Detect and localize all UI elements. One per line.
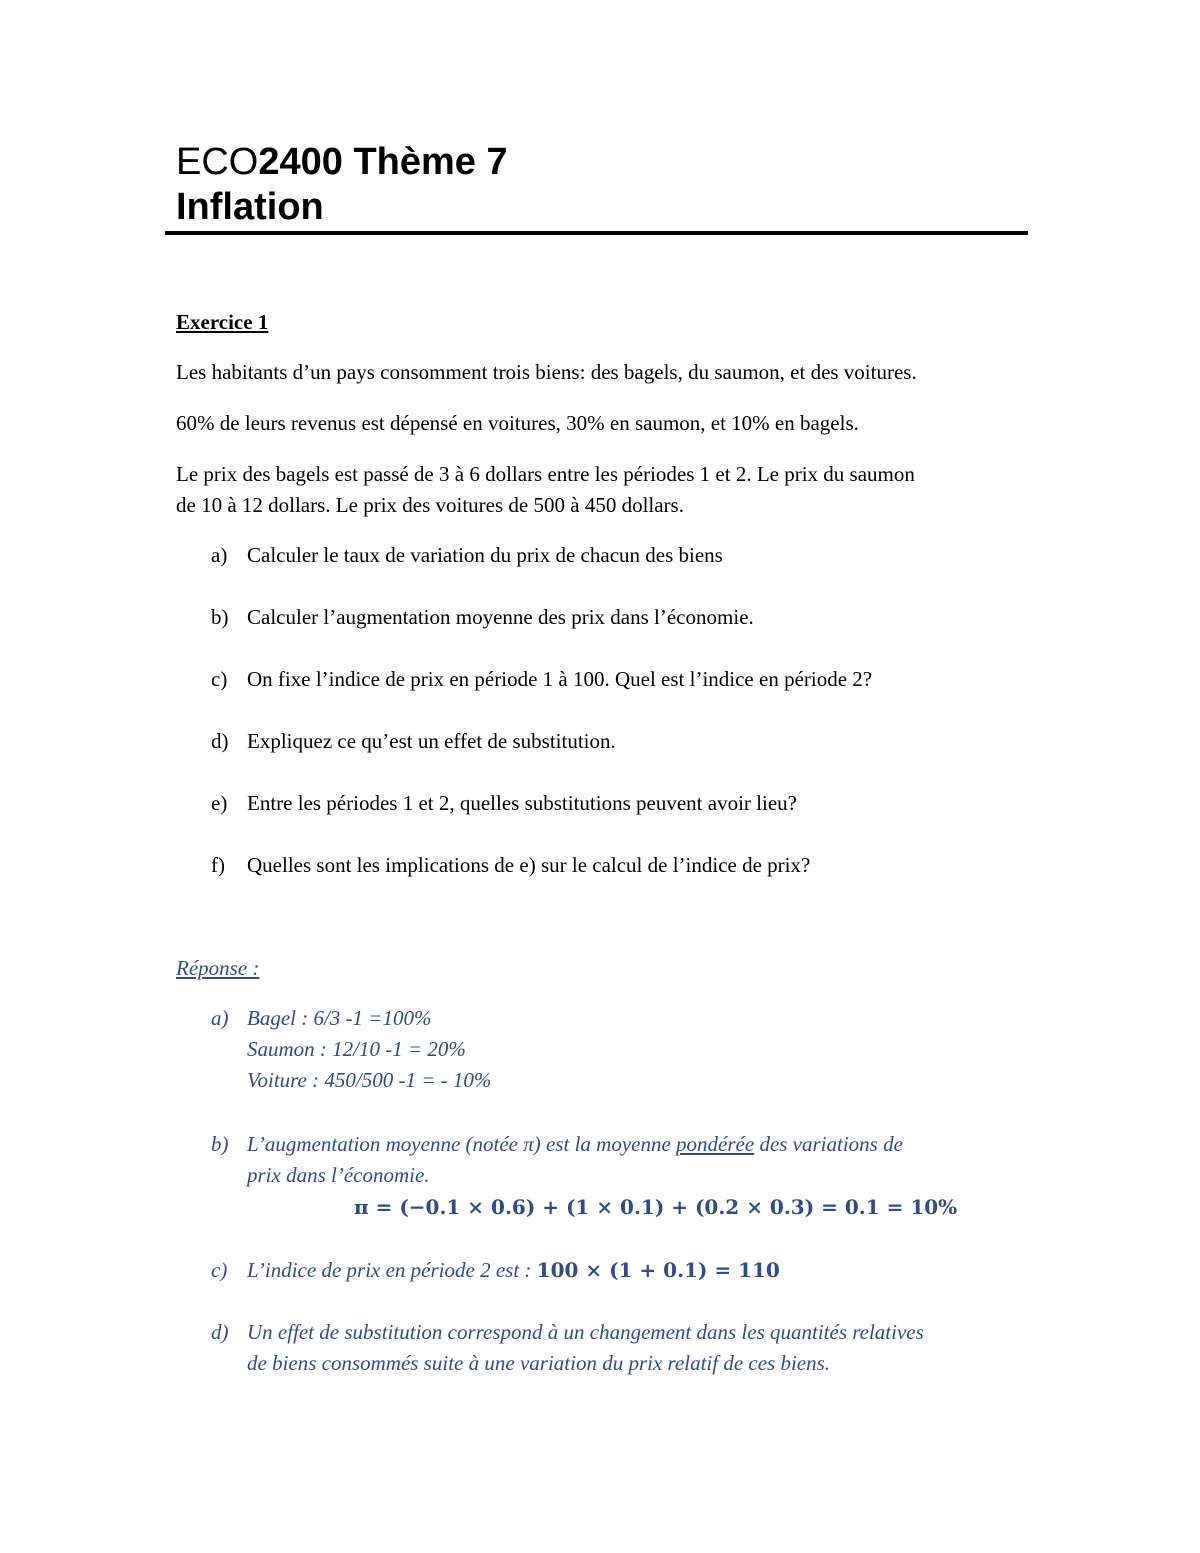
question-text: Calculer le taux de variation du prix de chacun des biens [247, 543, 723, 567]
title-divider [165, 231, 1028, 235]
answer-d-line-2: de biens consommés suite à une variation du prix relatif de ces biens. [247, 1351, 831, 1375]
question-text: On fixe l’indice de prix en période 1 à 100. Quel est l’indice en période 2? [247, 667, 873, 691]
question-text: Entre les périodes 1 et 2, quelles substitutions peuvent avoir lieu? [247, 791, 797, 815]
question-letter: c) [211, 667, 228, 691]
exercise-heading: Exercice 1 [176, 310, 269, 334]
answer-d-line-1: Un effet de substitution correspond à un changement dans les quantités relatives [247, 1320, 924, 1344]
document-title [176, 140, 508, 230]
answer-c: L’indice de prix en période 2 est : 100 × (1 + 0.1) = 110 [247, 1258, 780, 1282]
answer-heading: Réponse : [176, 956, 260, 980]
exercise-paragraph-2: 60% de leurs revenus est dépensé en voitures, 30% en saumon, et 10% en bagels. [176, 411, 859, 435]
answer-letter: d) [211, 1320, 229, 1344]
answer-b-line-2: prix dans l’économie. [247, 1163, 430, 1187]
answer-letter: b) [211, 1132, 229, 1156]
answer-a-saumon: Saumon : 12/10 -1 = 20% [247, 1037, 466, 1061]
document-subtitle: Inflation [176, 186, 324, 228]
question-text: Calculer l’augmentation moyenne des prix dans l’économie. [247, 605, 754, 629]
answer-b-line-1: L’augmentation moyenne (notée π) est la moyenne pondérée des variations de [247, 1132, 903, 1156]
exercise-paragraph-3-line-2: de 10 à 12 dollars. Le prix des voitures de 500 à 450 dollars. [176, 493, 684, 517]
course-code: ECO [176, 141, 259, 183]
answer-a-voiture: Voiture : 450/500 -1 = - 10% [247, 1068, 492, 1092]
exercise-paragraph-1: Les habitants d’un pays consomment trois biens: des bagels, du saumon, et des voitures. [176, 360, 917, 384]
question-letter: d) [211, 729, 229, 753]
answer-c-formula: 100 × (1 + 0.1) = 110 [536, 1258, 780, 1282]
question-letter: e) [211, 791, 228, 815]
answer-letter: a) [211, 1006, 229, 1030]
question-letter: f) [211, 853, 225, 877]
question-letter: b) [211, 605, 229, 629]
question-text: Quelles sont les implications de e) sur le calcul de l’indice de prix? [247, 853, 811, 877]
course-theme: 2400 Thème 7 [258, 141, 508, 183]
answer-a-bagel: Bagel : 6/3 -1 =100% [247, 1006, 432, 1030]
exercise-paragraph-3-line-1: Le prix des bagels est passé de 3 à 6 dollars entre les périodes 1 et 2. Le prix du saumon [176, 462, 915, 486]
answer-letter: c) [211, 1258, 228, 1282]
question-text: Expliquez ce qu’est un effet de substitution. [247, 729, 616, 753]
answer-b-formula: π = (−0.1 × 0.6) + (1 × 0.1) + (0.2 × 0.3) = 0.1 = 10% [354, 1195, 958, 1219]
question-letter: a) [211, 543, 228, 567]
